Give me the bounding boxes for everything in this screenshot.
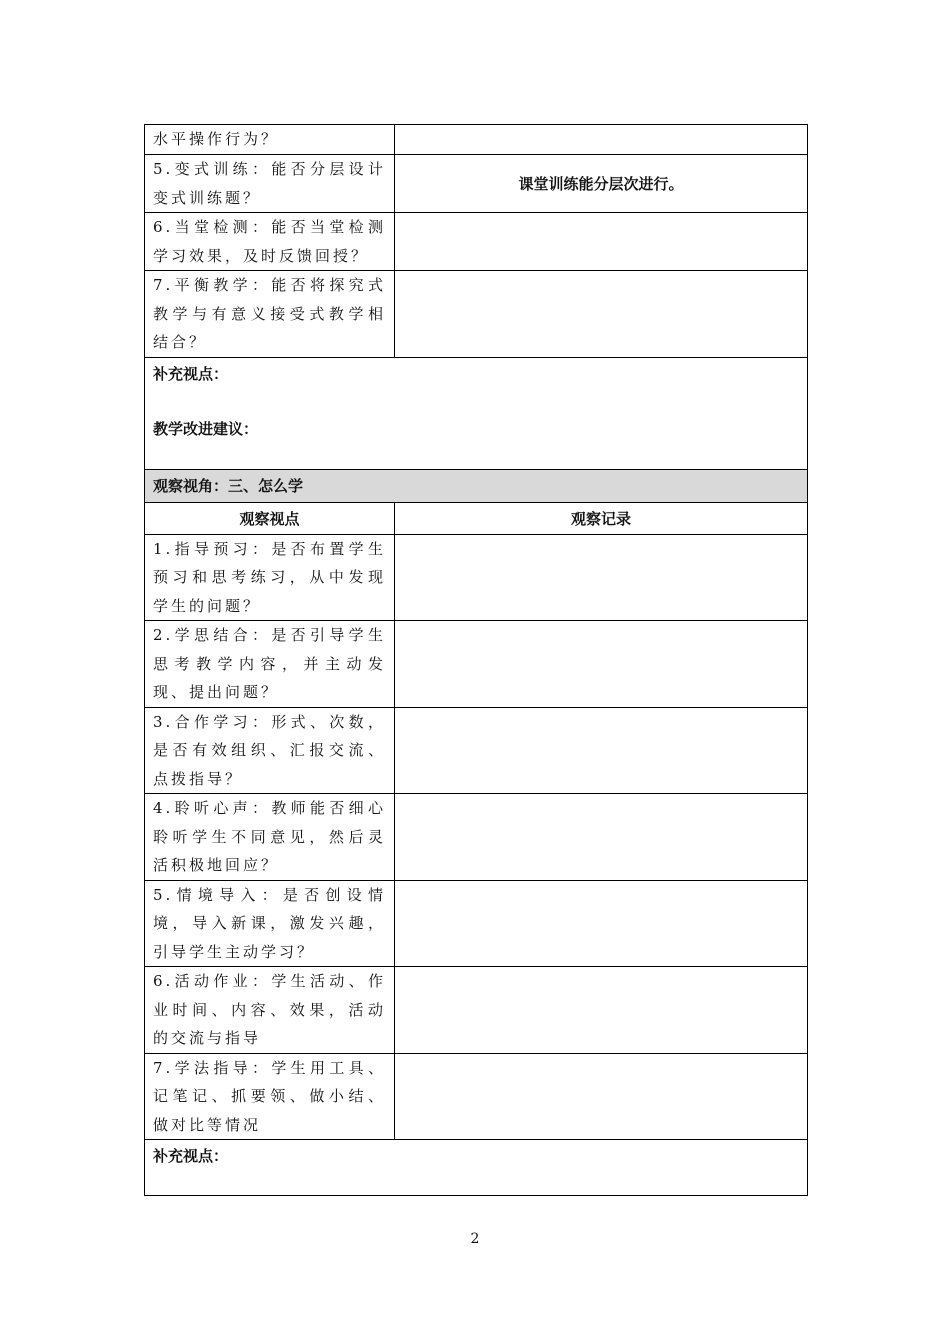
- viewpoint-cell: 5.变式训练：能否分层设计变式训练题？: [145, 155, 395, 213]
- viewpoint-cell: 3.合作学习：形式、次数，是否有效组织、汇报交流、点拨指导？: [145, 707, 395, 794]
- record-column-header: 观察记录: [395, 502, 808, 534]
- table-row: [145, 125, 808, 155]
- record-cell[interactable]: [395, 794, 808, 881]
- viewpoint-cell: 5.情境导入：是否创设情境，导入新课，激发兴趣，引导学生主动学习？: [145, 880, 395, 967]
- record-cell[interactable]: 课堂训练能分层次进行。: [395, 155, 808, 213]
- table-row: [145, 621, 808, 708]
- notes-row: [145, 357, 808, 469]
- table-row: [145, 794, 808, 881]
- table-row: [145, 271, 808, 358]
- viewpoint-cell: 7.平衡教学：能否将探究式教学与有意义接受式教学相结合？: [145, 271, 395, 358]
- record-cell[interactable]: [395, 621, 808, 708]
- viewpoint-cell: 7.学法指导：学生用工具、记笔记、抓要领、做小结、做对比等情况: [145, 1053, 395, 1140]
- viewpoint-cell: 6.当堂检测：能否当堂检测学习效果，及时反馈回授？: [145, 213, 395, 271]
- section-title: 观察视角：三、怎么学: [145, 469, 808, 502]
- table-row: [145, 534, 808, 621]
- final-notes-row: [145, 1140, 808, 1196]
- record-cell[interactable]: [395, 707, 808, 794]
- improvement-label: 教学改进建议：: [153, 419, 259, 438]
- record-cell[interactable]: [395, 967, 808, 1054]
- table-row: [145, 880, 808, 967]
- viewpoint-cell: 6.活动作业：学生活动、作业时间、内容、效果，活动的交流与指导: [145, 967, 395, 1054]
- viewpoint-cell: 2.学思结合：是否引导学生思考教学内容，并主动发现、提出问题？: [145, 621, 395, 708]
- table-row: [145, 967, 808, 1054]
- supplement-label: 补充视点：: [153, 1147, 229, 1165]
- record-cell[interactable]: [395, 534, 808, 621]
- record-cell[interactable]: [395, 880, 808, 967]
- notes-cell[interactable]: [145, 357, 808, 469]
- final-notes-cell[interactable]: [145, 1140, 808, 1196]
- viewpoint-cell: 4.聆听心声：教师能否细心聆听学生不同意见，然后灵活积极地回应？: [145, 794, 395, 881]
- supplement-label: 补充视点：: [153, 364, 229, 383]
- record-cell[interactable]: [395, 213, 808, 271]
- table-row: [145, 707, 808, 794]
- table-row: [145, 155, 808, 213]
- viewpoint-column-header: 观察视点: [145, 502, 395, 534]
- column-header-row: [145, 502, 808, 534]
- record-cell[interactable]: [395, 125, 808, 155]
- record-cell[interactable]: [395, 271, 808, 358]
- table-row: [145, 213, 808, 271]
- viewpoint-cell: 1.指导预习：是否布置学生预习和思考练习，从中发现学生的问题？: [145, 534, 395, 621]
- observation-table: [144, 124, 808, 1196]
- table-row: [145, 1053, 808, 1140]
- section-header-row: [145, 469, 808, 502]
- record-cell[interactable]: [395, 1053, 808, 1140]
- page-number: 2: [470, 1231, 480, 1247]
- viewpoint-cell: 水平操作行为？: [145, 125, 395, 155]
